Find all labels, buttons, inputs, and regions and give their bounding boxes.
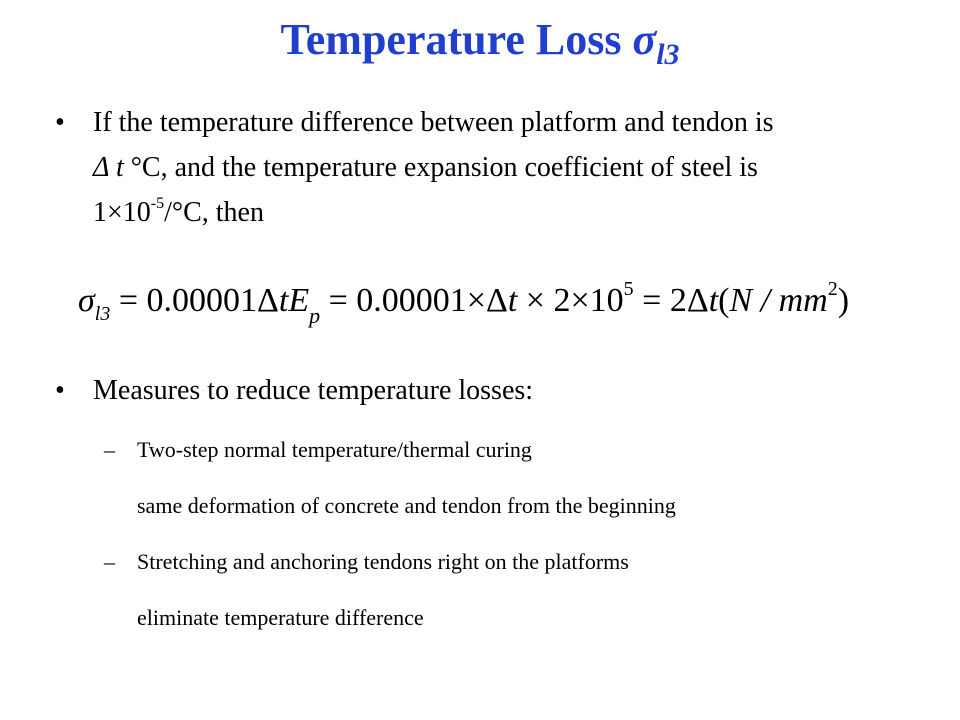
bullet1-line2-text: °C, and the temperature expansion coefficient of steel is xyxy=(123,152,758,183)
eq-p-subscript: p xyxy=(309,303,321,328)
eq-close-paren: ) xyxy=(837,282,850,319)
delta-symbol: Δ xyxy=(93,152,109,183)
eq-part3: × 2×10 xyxy=(517,282,624,319)
eq-exponent-2: 2 xyxy=(827,278,838,300)
bullet1-line3-text: /°C, then xyxy=(164,197,264,228)
eq-tE: tE xyxy=(278,282,310,319)
bullet1-line2 xyxy=(93,145,758,190)
coefficient-exponent: -5 xyxy=(150,195,165,212)
title-text: Temperature Loss xyxy=(280,15,633,64)
coefficient-base: 1×10 xyxy=(93,197,151,228)
slide-title xyxy=(0,14,960,71)
measure-heading: Two-step normal temperature/thermal curing xyxy=(137,437,532,462)
title-sigma-symbol: σ xyxy=(632,15,657,64)
t-variable: t xyxy=(108,152,124,183)
measure-detail: same deformation of concrete and tendon from the beginning xyxy=(137,493,676,518)
bullet2-text: Measures to reduce temperature losses: xyxy=(93,375,534,406)
eq-units: N / mm xyxy=(729,282,828,319)
eq-sigma: σ xyxy=(78,282,95,319)
eq-part1: = 0.00001Δ xyxy=(110,282,279,319)
eq-sigma-subscript: l3 xyxy=(94,303,111,325)
eq-open-paren: ( xyxy=(718,282,730,319)
eq-t3: t xyxy=(708,282,719,319)
bullet-icon: • xyxy=(55,375,65,406)
eq-part2: = 0.00001×Δ xyxy=(320,282,508,319)
dash-icon: – xyxy=(104,549,115,574)
title-subscript: l3 xyxy=(656,38,680,71)
measure-detail: eliminate temperature difference xyxy=(137,605,424,630)
eq-exponent-5: 5 xyxy=(623,278,634,300)
eq-part4: = 2Δ xyxy=(633,282,709,319)
loss-equation xyxy=(78,278,850,328)
bullet-icon: • xyxy=(55,107,65,138)
eq-t2: t xyxy=(507,282,518,319)
bullet1-line3 xyxy=(93,190,264,235)
bullet1-line1: If the temperature difference between platform and tendon is xyxy=(93,107,774,138)
dash-icon: – xyxy=(104,437,115,462)
measure-heading: Stretching and anchoring tendons right on the platforms xyxy=(137,549,629,574)
